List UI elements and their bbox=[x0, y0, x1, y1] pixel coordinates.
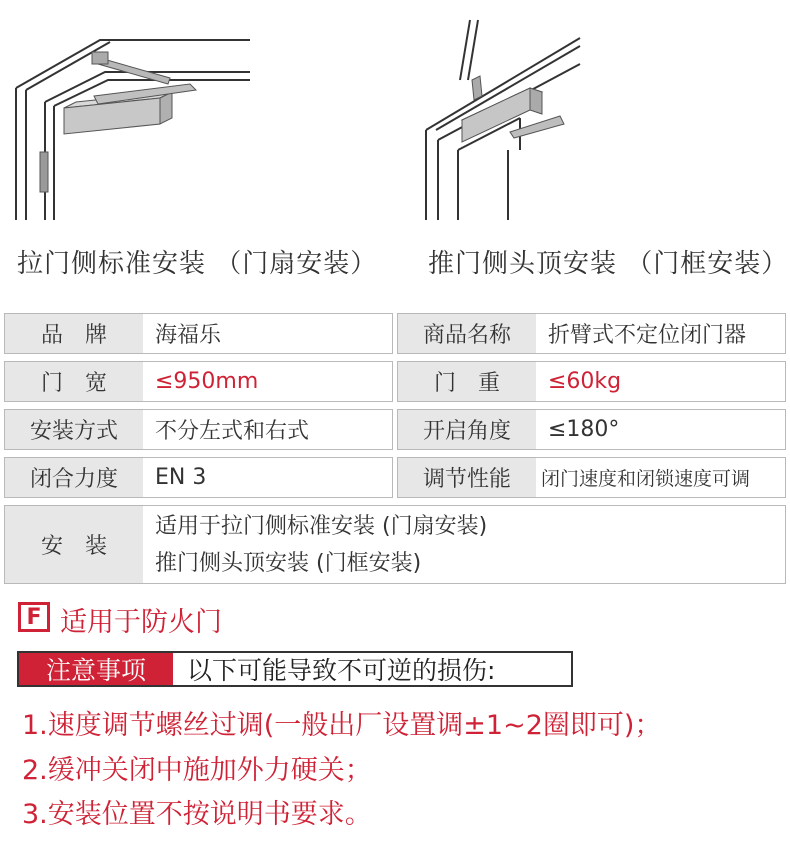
spec-label: 安 装 bbox=[5, 506, 143, 583]
spec-label: 门 宽 bbox=[5, 362, 143, 401]
spec-value: ≤950mm bbox=[155, 369, 259, 394]
spec-label: 闭合力度 bbox=[5, 458, 143, 497]
fire-door-label: 适用于防火门 bbox=[60, 607, 222, 638]
warning-item-3: 3.安装位置不按说明书要求。 bbox=[22, 799, 372, 830]
notice-box bbox=[17, 651, 573, 687]
notice-text: 以下可能导致不可逆的损伤: bbox=[187, 656, 496, 685]
spec-product-name bbox=[397, 313, 786, 354]
spec-install bbox=[4, 505, 786, 584]
spec-adjust bbox=[397, 457, 786, 498]
spec-open-angle bbox=[397, 409, 786, 450]
spec-value: 不分左式和右式 bbox=[155, 419, 310, 444]
fire-rated-icon: F bbox=[18, 602, 50, 632]
spec-label: 调节性能 bbox=[398, 458, 536, 497]
spec-label: 商品名称 bbox=[398, 314, 536, 353]
pull-side-install-illustration bbox=[0, 0, 250, 230]
spec-label: 门 重 bbox=[398, 362, 536, 401]
caption-push-side: 推门侧头顶安装 （门框安装） bbox=[428, 249, 789, 279]
spec-label: 品 牌 bbox=[5, 314, 143, 353]
push-side-install-illustration bbox=[420, 0, 600, 230]
spec-brand bbox=[4, 313, 393, 354]
spec-value: 海福乐 bbox=[155, 323, 222, 348]
spec-value: 折臂式不定位闭门器 bbox=[548, 323, 747, 348]
caption-pull-side: 拉门侧标准安装 （门扇安装） bbox=[17, 249, 378, 279]
spec-value: 闭门速度和闭锁速度可调 bbox=[541, 468, 751, 490]
spec-door-width bbox=[4, 361, 393, 402]
spec-closing-force bbox=[4, 457, 393, 498]
spec-install-method bbox=[4, 409, 393, 450]
spec-label: 开启角度 bbox=[398, 410, 536, 449]
spec-value: EN 3 bbox=[155, 465, 207, 490]
install-line-1: 适用于拉门侧标准安装 (门扇安装) bbox=[155, 513, 488, 539]
warning-item-2: 2.缓冲关闭中施加外力硬关； bbox=[22, 755, 372, 786]
spec-value: ≤60kg bbox=[548, 369, 622, 394]
notice-tag: 注意事项 bbox=[19, 653, 173, 685]
spec-label: 安装方式 bbox=[5, 410, 143, 449]
warning-item-1: 1.速度调节螺丝过调(一般出厂设置调±1~2圈即可)； bbox=[22, 710, 662, 741]
spec-value: ≤180° bbox=[548, 417, 620, 442]
spec-value bbox=[155, 506, 487, 583]
spec-door-weight bbox=[397, 361, 786, 402]
install-line-2: 推门侧头顶安装 (门框安装) bbox=[155, 550, 422, 576]
